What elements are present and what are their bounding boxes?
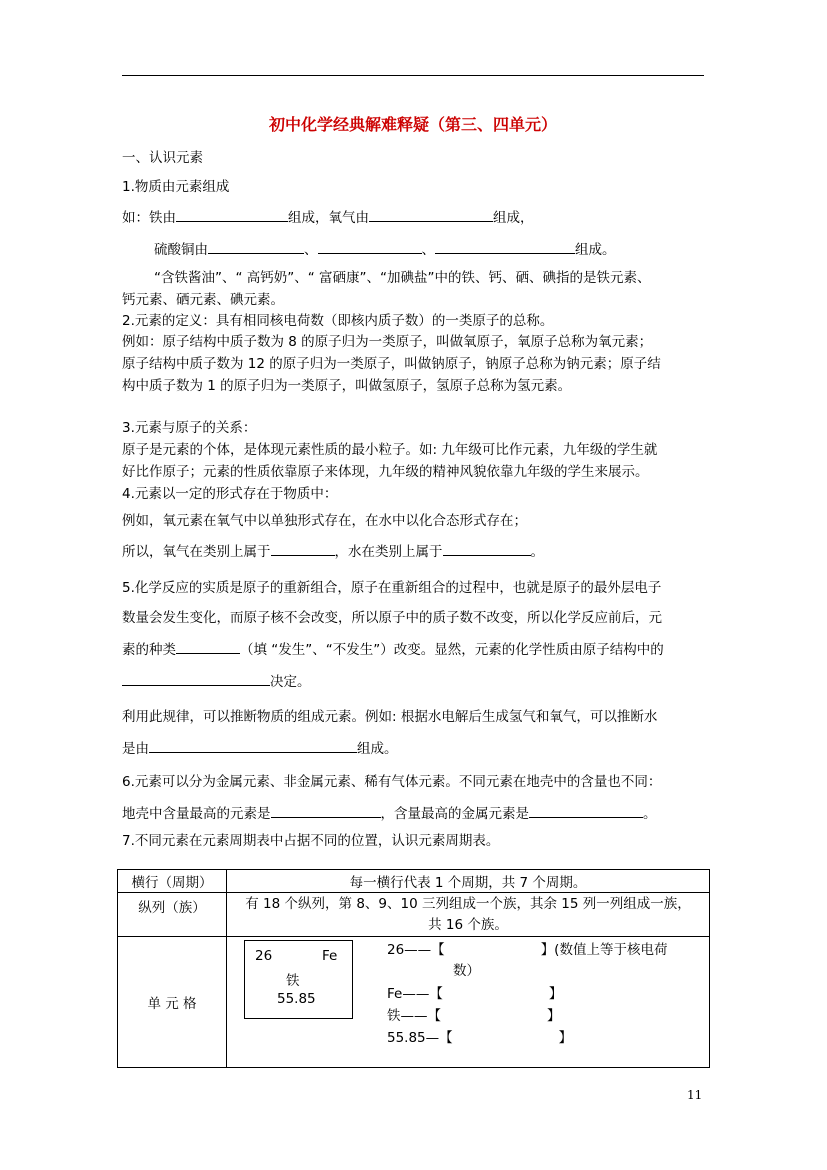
- blank-oxygen-category[interactable]: [271, 541, 335, 556]
- note-atomic-mass: 55.85—【 】: [387, 1030, 573, 1046]
- row-group-label: 纵列（族）: [118, 893, 227, 937]
- paragraph-3: 2.元素的定义：具有相同核电荷数（即核内质子数）的一类原子的总称。: [122, 313, 554, 329]
- row-period-label: 横行（周期）: [118, 870, 227, 893]
- paragraph-2-line-2: 钙元素、硒元素、碘元素。: [122, 292, 284, 308]
- element-symbol: Fe: [322, 948, 338, 964]
- paragraph-5: 3.元素与原子的关系：: [122, 420, 257, 436]
- paragraph-6-line-2: 好比作原子；元素的性质依靠原子来体现，九年级的精神风貌依靠九年级的学生来展示。: [122, 464, 649, 480]
- paragraph-10-line-1: 利用此规律，可以推断物质的组成元素。例如: 根据水电解后生成氢气和氧气，可以推断水: [122, 709, 658, 725]
- paragraph-7: 4.元素以一定的形式存在于物质中：: [122, 486, 338, 502]
- paragraph-2-line-1: “含铁酱油”、“ 高钙奶”、“ 富硒康”、“加碘盐”中的铁、钙、硒、碘指的是铁元素、: [154, 270, 651, 286]
- blank-oxygen[interactable]: [369, 207, 493, 222]
- blank-most-abundant-element[interactable]: [271, 803, 381, 818]
- fill-line-2: 硫酸铜由 、 、 组成。: [154, 238, 616, 258]
- paragraph-9-line-1: 5.化学反应的实质是原子的重新组合，原子在重新组合的过程中，也就是原子的最外层电子: [122, 580, 662, 596]
- element-cell-iron: [244, 940, 353, 1019]
- paragraph-8: 例如，氧元素在氧气中以单独形式存在，在水中以化合态形式存在；: [122, 513, 527, 529]
- paragraph-11: 6.元素可以分为金属元素、非金属元素、稀有气体元素。不同元素在地壳中的含量也不同：: [122, 774, 662, 790]
- paragraph-9-line-4: 决定。: [122, 670, 311, 690]
- header-rule: [122, 75, 704, 76]
- blank-atomic-structure[interactable]: [122, 671, 270, 686]
- fill-line-4: 地壳中含量最高的元素是 ，含量最高的金属元素是 。: [122, 802, 657, 822]
- fill-line-3: 所以，氧气在类别上属于 ，水在类别上属于 。: [122, 540, 544, 560]
- page-title: 初中化学经典解难释疑（第三、四单元）: [268, 115, 557, 134]
- paragraph-9-line-3: 素的种类 （填 “发生”、“不发生”）改变。显然，元素的化学性质由原子结构中的: [122, 638, 664, 658]
- paragraph-12: 7.不同元素在元素周期表中占据不同的位置，认识元素周期表。: [122, 833, 500, 849]
- paragraph-4-line-1: 例如：原子结构中质子数为 8 的原子归为一类原子，叫做氧原子，氧原子总称为氧元素；: [122, 334, 653, 350]
- blank-copper-sulfate-3[interactable]: [435, 239, 575, 254]
- row-cell-content: [227, 937, 710, 1068]
- blank-copper-sulfate-2[interactable]: [318, 239, 422, 254]
- note-element-symbol: Fe——【 】: [387, 986, 563, 1002]
- paragraph-9-line-2: 数量会发生变化，而原子核不会改变，所以原子中的质子数不改变，所以化学反应前后，元: [122, 610, 662, 626]
- paragraph-4-line-2: 原子结构中质子数为 12 的原子归为一类原子，叫做钠原子，钠原子总称为钠元素；原子结: [122, 356, 661, 372]
- paragraph-6-line-1: 原子是元素的个体，是体现元素性质的最小粒子。如: 九年级可比作元素，九年级的学生就: [122, 442, 658, 458]
- row-group-text: 有 18 个纵列，第 8、9、10 三列组成一个族，其余 15 列一列组成一族， 共 16 个族。: [227, 893, 710, 937]
- note-element-name: 铁——【 】: [387, 1008, 561, 1024]
- paragraph-1: 1.物质由元素组成: [122, 179, 230, 195]
- row-cell-label: 单 元 格: [118, 937, 227, 1068]
- row-period-text: 每一横行代表 1 个周期，共 7 个周期。: [227, 870, 710, 893]
- section-heading: 一、认识元素: [122, 150, 203, 166]
- fill-line-1: 如：铁由 组成，氧气由 组成，: [122, 206, 534, 226]
- blank-most-abundant-metal[interactable]: [529, 803, 643, 818]
- blank-iron[interactable]: [176, 207, 288, 222]
- blank-element-kind[interactable]: [176, 639, 240, 654]
- atomic-number: 26: [255, 948, 273, 964]
- blank-water-composition[interactable]: [149, 738, 357, 753]
- periodic-table-info: [117, 869, 710, 1068]
- note-atomic-number: 26——【 】(数值上等于核电荷: [387, 942, 668, 958]
- blank-water-category[interactable]: [443, 541, 531, 556]
- paragraph-4-line-3: 构中质子数为 1 的原子归为一类原子，叫做氢原子，氢原子总称为氢元素。: [122, 378, 572, 394]
- paragraph-10-line-2: 是由 组成。: [122, 737, 398, 757]
- atomic-mass: 55.85: [277, 991, 316, 1007]
- element-name: 铁: [286, 973, 300, 989]
- note-atomic-number-line-2: 数）: [453, 963, 480, 979]
- page-number: 11: [687, 1088, 703, 1102]
- blank-copper-sulfate-1[interactable]: [208, 239, 304, 254]
